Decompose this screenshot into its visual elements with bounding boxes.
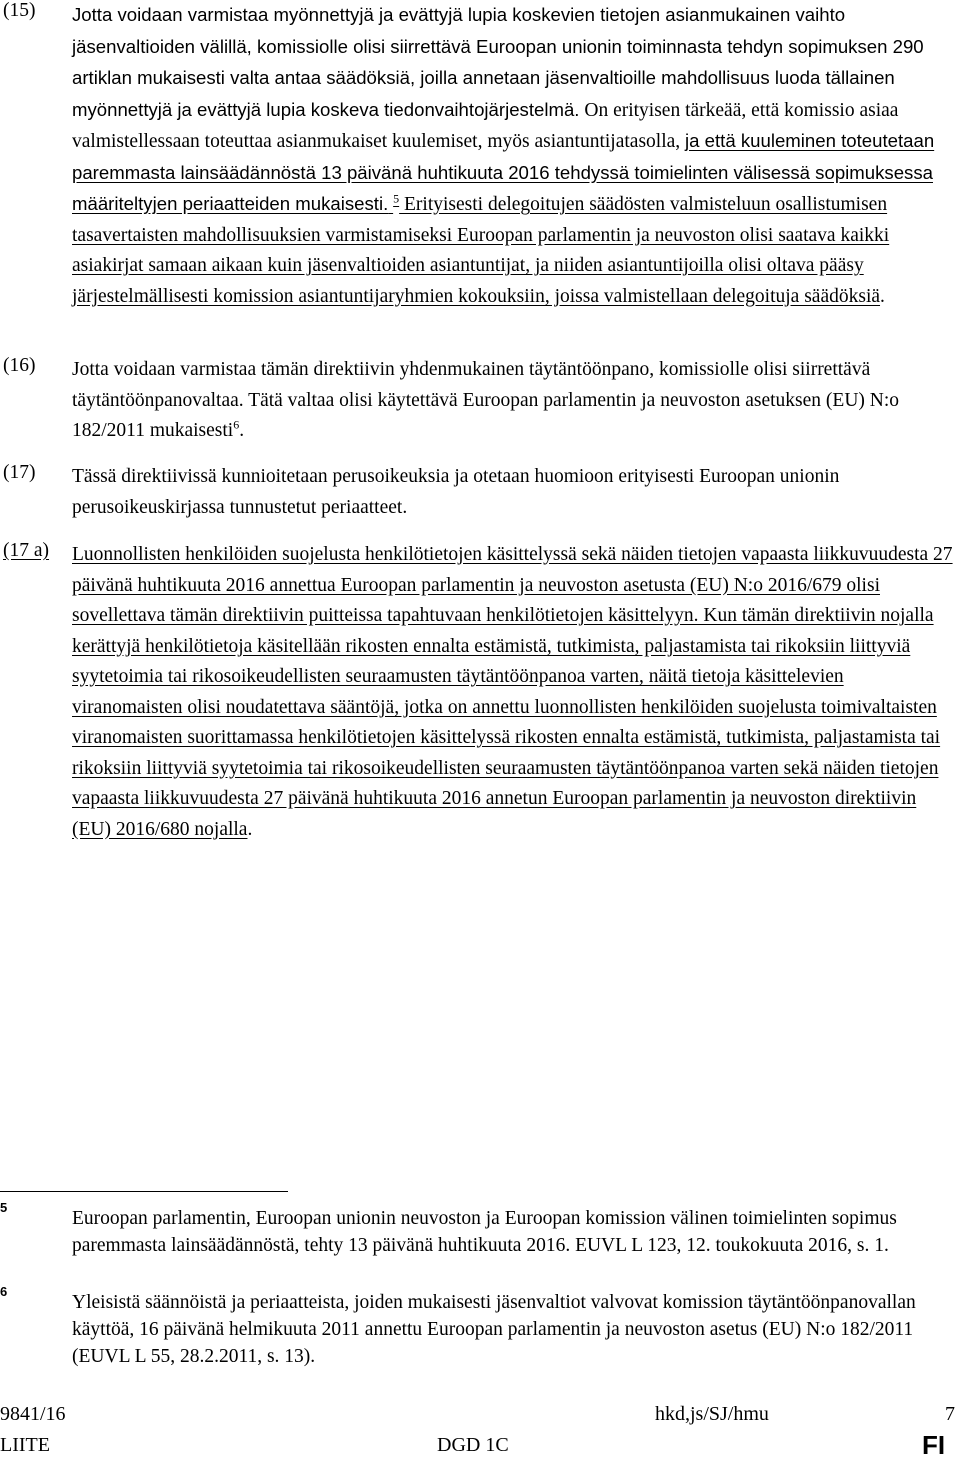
- author-initials: hkd,js/SJ/hmu: [655, 1403, 769, 1425]
- paragraph-body: [72, 0, 954, 312]
- footnote-reference-5[interactable]: 5: [393, 191, 400, 206]
- paragraph-text: .: [247, 818, 253, 840]
- paragraph-text: On erityisen tärkeää, että komissio asiaa valmistellessaan toteuttaa asianmukaiset kuulemiset, myös asiantuntijatasolla,: [72, 99, 899, 152]
- language-code: FI: [922, 1430, 946, 1460]
- paragraph-text: Tässä direktiivissä kunnioitetaan perusoikeuksia ja otetaan huomioon erityisesti Euroopan unionin perusoikeuskirjassa tunnustetut periaatteet.: [72, 466, 840, 518]
- footnote-text: Yleisistä säännöistä ja periaatteista, joiden mukaisesti jäsenvaltiot valvovat komission täytäntöönpanovallan käyttöä, 16 päivänä helmikuuta 2011 annettu Euroopan parlamentin ja neuvoston asetus (EU) N:o 182/2011 (EUVL L 55, 28.2.2011, s. 13).: [72, 1292, 916, 1367]
- paragraph-number: (15): [3, 0, 36, 21]
- page-number: 7: [945, 1403, 955, 1425]
- footnote-text: Euroopan parlamentin, Euroopan unionin neuvoston ja Euroopan komission välinen toimielinten sopimus paremmasta lainsäädännöstä, tehty 13 päivänä huhtikuuta 2016. EUVL L 123, 12. toukokuuta 2016, s. 1.: [72, 1208, 897, 1256]
- annex-label: LIITE: [0, 1434, 50, 1456]
- paragraph-number: (16): [3, 355, 36, 376]
- paragraph-body: [72, 540, 954, 845]
- paragraph-number: (17 a): [3, 540, 50, 561]
- paragraph-text: Jotta voidaan varmistaa myönnettyjä ja evättyjä lupia koskevien tietojen asianmukainen vaihto jäsenvaltioiden välillä, komissiolle olisi siirrettävä Euroopan unionin toiminnasta tehdyn sopimuksen 290 artiklan mukaisesti valta antaa säädöksiä, joilla annetaan jäsenvaltioille mahdollisuus luoda tällainen myönnettyjä ja evättyjä lupia koskeva tiedonvaihtojärjestelmä.: [72, 4, 924, 120]
- paragraph-text: .: [880, 285, 885, 307]
- doc-number: 9841/16: [0, 1403, 66, 1425]
- paragraph-text: Jotta voidaan varmistaa tämän direktiivin yhdenmukainen täytäntöönpano, komissiolle olisi siirrettävä täytäntöönpanovaltaa. Tätä valtaa olisi käytettävä Euroopan parlamentin ja neuvoston asetuksen (EU) N:o 182/2011 mukaisesti: [72, 359, 900, 441]
- paragraph-body: [72, 355, 954, 447]
- paragraph-body: [72, 462, 954, 523]
- amended-text: ja että kuuleminen toteutetaan paremmasta lainsäädännöstä 13 päivänä huhtikuuta 2016 tehdyssä toimielinten välisessä sopimuksessa määriteltyjen periaatteiden mukaisesti.: [72, 130, 935, 214]
- directorate-label: DGD 1C: [437, 1434, 509, 1456]
- footnote-separator: [0, 1191, 288, 1192]
- footnote-number: 5: [0, 1200, 8, 1215]
- footnote-number: 6: [0, 1284, 8, 1299]
- paragraph-number: (17): [3, 462, 36, 483]
- footnote-reference-6[interactable]: 6: [233, 417, 240, 432]
- paragraph-text: .: [239, 420, 245, 441]
- amended-text: Luonnollisten henkilöiden suojelusta henkilötietojen käsittelyssä sekä näiden tietojen vapaasta liikkuvuudesta 27 päivänä huhtikuuta 2016 annettua Euroopan parlamentin ja neuvoston asetusta (EU) N:o 2016/679 olisi sovellettava tämän direktiivin puitteissa tapahtuvaan henkilötietojen käsittelyyn. Kun tämän direktiivin nojalla kerättyjä henkilötietoja käsitellään rikosten ennalta estämistä, tutkimista, paljastamista tai rikoksiin liittyviä syytetoimia tai rikosoikeudellisten seuraamusten täytäntöönpanoa varten, näitä tietoja käsittelevien viranomaisten olisi noudatettava sääntöjä, jotka on annettu luonnollisten henkilöiden suojelusta toimivaltaisten viranomaisten suorittamassa henkilötietojen käsittelyssä rikosten ennalta estämistä, tutkimista, paljastamista tai rikoksiin liittyviä syytetoimia tai rikosoikeudellisten seuraamusten täytäntöönpanoa varten sekä näiden tietojen vapaasta liikkuvuudesta 27 päivänä huhtikuuta 2016 annetun Euroopan parlamentin ja neuvoston direktiivin (EU) 2016/680 nojalla: [72, 544, 953, 840]
- amended-text: Erityisesti delegoitujen säädösten valmisteluun osallistumisen tasavertaisten mahdollisuuksien varmistamiseksi Euroopan parlamentin ja neuvoston olisi saatava kaikki asiakirjat samaan aikaan kuin jäsenvaltioiden asiantuntijat, ja niiden asiantuntijoilla olisi oltava pääsy järjestelmällisesti komission asiantuntijaryhmien kokouksiin, joissa valmistellaan delegoituja säädöksiä: [72, 194, 890, 307]
